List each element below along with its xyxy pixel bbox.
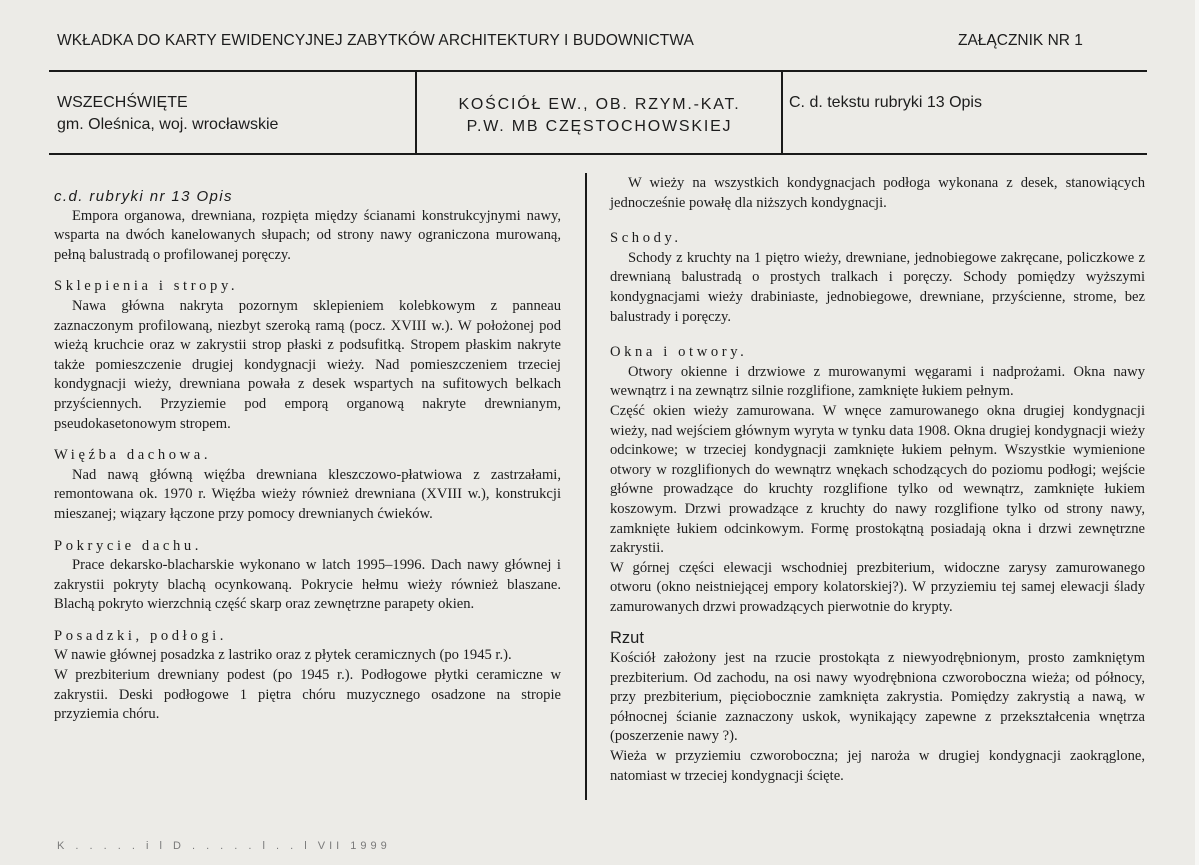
section-stairs	[610, 229, 1145, 327]
right-column	[610, 174, 1145, 786]
section-roof-truss	[54, 446, 561, 524]
section-floors	[54, 627, 561, 725]
footer-faint-text: K . . . . . i l D . . . . . l . . l VII 1999	[57, 840, 391, 852]
left-column	[54, 187, 561, 737]
section-text: W nawie głównej posadzka z lastriko oraz z płytek ceramicznych (po 1945 r.).	[54, 647, 512, 664]
section-text: Część okien wieży zamurowana. W wnęce zamurowanego okna drugiej kondygnacji wieży, nad wejściem głównym wyryta w tynku data 1908. Okna drugiej kondygnacji wieży odcinkowe; w trzeciej kondygnacji zamknięte łukiem pełnym. Wszystkie wymienione otwory w rozglifionych do wewnątrz wnękach schodzących do poziomu podłogi; wejście główne prowadzące do kruchty rozglifione tylko od wewnątrz, zamknięte łukiem koszowym. Drzwi prowadzące z kruchty do nawy rozglifione tylko od strony nawy, zamknięte łukiem odcinkowym. Formę prostokątną posiadają okna i drzwi zewnętrzne zakrystii.	[610, 402, 1145, 557]
column-divider	[585, 173, 587, 800]
section-floors-continued	[610, 174, 1145, 213]
section-text: Nawa główna nakryta pozornym sklepieniem kolebkowym z panneau zaznaczonym profilowaną, niezbyt szeroką ramą (pocz. XVIII w.). W położonej pod wieżą kruchcie oraz w zakrystii strop płaski z podsufitką. Stropem płaskim nakryte także pomieszczenie drugiej kondygnacji wieży. Nad pomieszczeniem trzeciej kondygnacji wieży, drewniana powała z desek wspartych na sufitowych belkach przyściennych. Przyziemie pod emporą organową nakryte drewnianym, pseudokasetonowym stropem.	[54, 297, 561, 432]
header-rule-top	[49, 70, 1147, 72]
church-name	[418, 94, 781, 138]
page-edge	[1195, 0, 1199, 865]
section-text: Nad nawą główną więźba drewniana kleszczowo-płatwiowa z zastrzałami, remontowana ok. 1970 r. Więźba wieży również drewniana (XVIII w.), konstrukcji mieszanej; wiązary łączone przy pomocy drewnianych ćwieków.	[54, 466, 561, 522]
section-heading: Posadzki, podłogi.	[54, 627, 228, 644]
continuation-lead: c.d. rubryki nr 13 Opis	[54, 188, 233, 205]
church-name-line2: P.W. MB CZĘSTOCHOWSKIEJ	[466, 118, 733, 135]
annex-label: ZAŁĄCZNIK NR 1	[958, 32, 1083, 49]
locality-name: WSZECHŚWIĘTE	[57, 94, 188, 111]
commune-name: gm. Oleśnica, woj. wrocławskie	[57, 116, 279, 133]
church-name-line1: KOŚCIÓŁ EW., OB. RZYM.-KAT.	[458, 96, 741, 113]
section-text: Prace dekarsko-blacharskie wykonano w latch 1995–1996. Dach nawy głównej i zakrystii pokryty blachą ocynkowaną. Pokrycie hełmu wieży również blaszane. Blachą pokryto wierzchnią część skarp oraz zewnętrzne parapety okien.	[54, 557, 561, 613]
section-text: W górnej części elewacji wschodniej prezbiterium, widoczne zarysy zamurowanego otworu (okno neistniejącej empory kolatorskiej?). W przyziemiu tej samej elewacji ślady zamurowanych drzwi prowadzących pierwotnie do krypty.	[610, 559, 1145, 615]
header-divider-2	[781, 71, 783, 154]
section-vaults	[54, 277, 561, 434]
plan-heading: Rzut	[610, 629, 644, 648]
section-text: Schody z kruchty na 1 piętro wieży, drewniane, jednobiegowe zakręcane, policzkowe z drewnianą balustradą o prostych tralkach i poręczy. Schody pomiędzy wyższymi kondygnacjami wieży drabiniaste, jednobiegowe, drewniane, przyścienne, strome, bez balustrady i poręczy.	[610, 249, 1145, 325]
section-text: W wieży na wszystkich kondygnacjach podłoga wykonana z desek, stanowiących jednocześnie powałę dla niższych kondygnacji.	[610, 175, 1145, 211]
section-heading: Okna i otwory.	[610, 344, 748, 361]
section-plan	[610, 649, 1145, 786]
continuation-label: C. d. tekstu rubryki 13 Opis	[789, 94, 982, 111]
section-heading: Więźba dachowa.	[54, 447, 212, 464]
section-text: W prezbiterium drewniany podest (po 1945 r.). Podłogowe płytki ceramiczne w zakrystii. Deski podłogowe 1 piętra chóru muzycznego osadzone na stropie przyziemia chóru.	[54, 667, 561, 723]
section-text: Empora organowa, drewniana, rozpięta między ścianami konstrukcyjnymi nawy, wsparta na dwóch kanelowanych słupach; od strony nawy ograniczona murowaną, pełną balustradą o profilowanej poręczy.	[54, 207, 561, 263]
section-heading: Schody.	[610, 230, 682, 247]
section-heading: Pokrycie dachu.	[54, 537, 203, 554]
section-text: Wieża w przyziemiu czworoboczna; jej naroża w drugiej kondygnacji zaokrąglone, natomiast w trzeciej kondygnacji ścięte.	[610, 748, 1145, 784]
section-text: Otwory okienne i drzwiowe z murowanymi węgarami i nadprożami. Okna nawy wewnątrz i na zewnątrz silnie rozglifione, zamknięte łukiem pełnym.	[610, 363, 1145, 400]
section-heading: Sklepienia i stropy.	[54, 278, 239, 295]
section-organ-gallery	[54, 207, 561, 266]
header-rule-bottom	[49, 153, 1147, 155]
section-roofing	[54, 537, 561, 615]
section-openings	[610, 343, 1145, 617]
header-divider-1	[415, 71, 417, 154]
section-text: Kościół założony jest na rzucie prostokąta z niewyodrębnionym, prosto zamkniętym prezbiterium. Od zachodu, na osi nawy wyodrębniona czworoboczna wieża; od północy, przy prezbiterium, pięciobocznie zamknięta zakrystia. Pomiędzy zakrystią a nawą, w północnej ścianie zaznaczony uskok, wynikający zapewne z przekształcenia wnętrza (poszerzenie nawy ?).	[610, 650, 1145, 745]
form-title: WKŁADKA DO KARTY EWIDENCYJNEJ ZABYTKÓW ARCHITEKTURY I BUDOWNICTWA	[57, 32, 694, 49]
